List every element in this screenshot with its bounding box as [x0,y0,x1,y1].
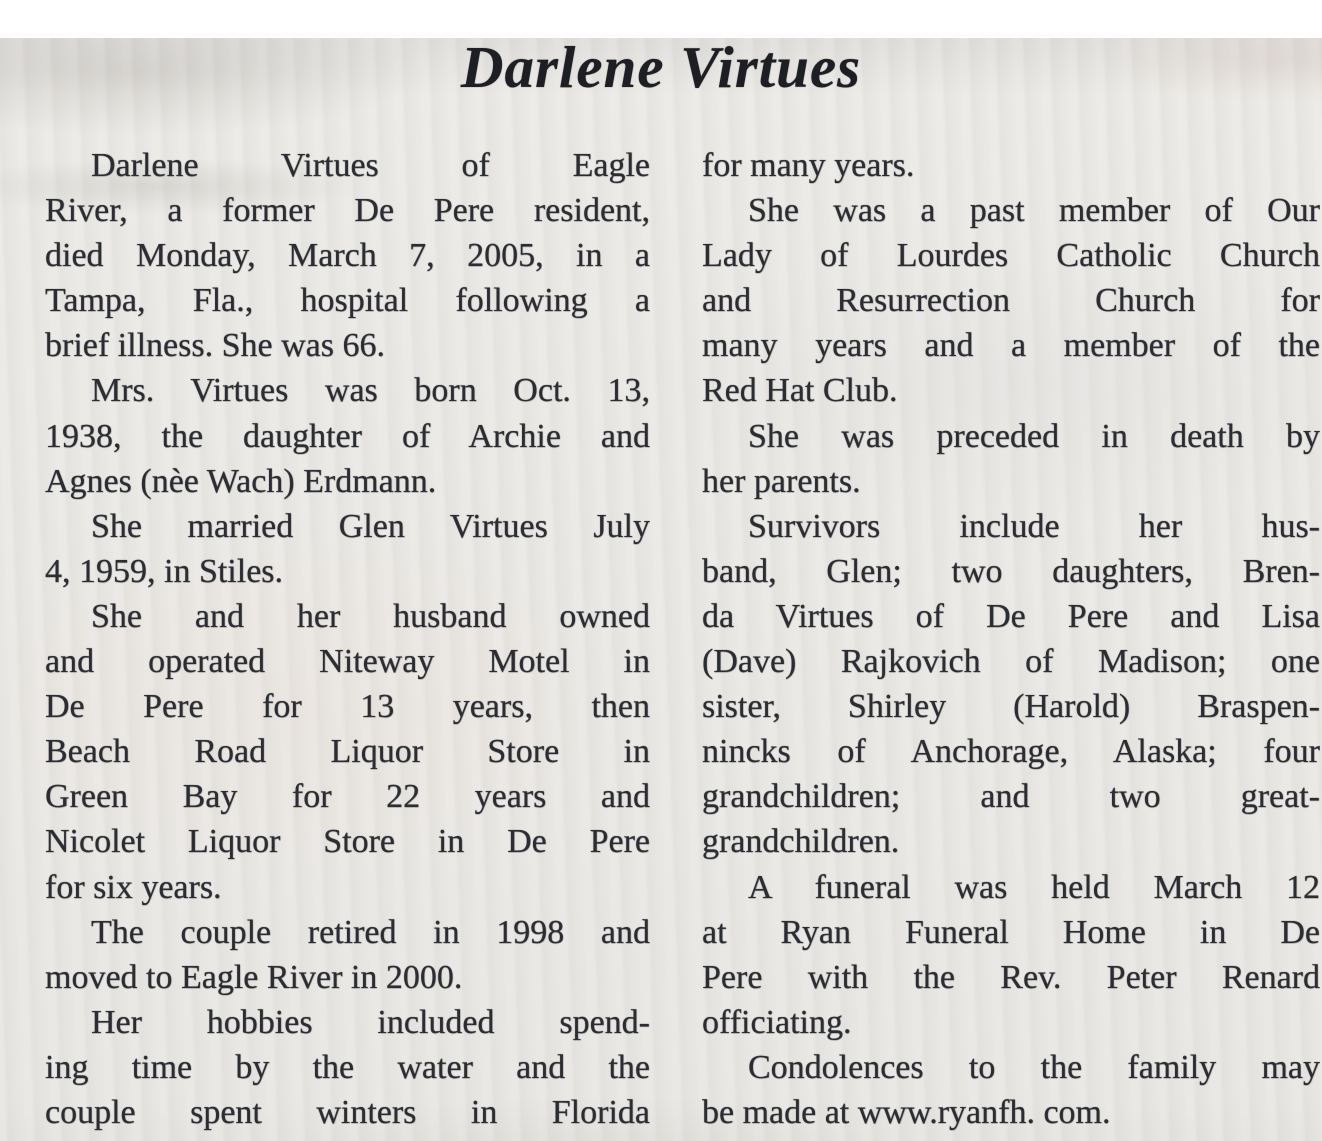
newspaper-clipping [0,34,1322,1141]
text-line: Condolences to the family may [748,1048,1320,1086]
text-line: couple spent winters in Florida [45,1093,650,1131]
paragraph [45,1000,650,1135]
text-line: brief illness. She was 66. [45,327,385,365]
text-line: moved to Eagle River in 2000. [45,958,463,996]
text-line: and Resurrection Church for [702,282,1320,320]
text-line: ing time by the water and the [45,1048,650,1086]
paragraph [45,143,650,368]
text-line: A funeral was held March 12 [748,868,1320,906]
article-column-left [45,143,650,1135]
text-line: River, a former De Pere resident, [45,192,650,230]
text-line: sister, Shirley (Harold) Braspen- [702,688,1320,726]
paragraph [702,504,1320,865]
text-line: She was a past member of Our [748,192,1320,230]
text-line: at Ryan Funeral Home in De [702,913,1320,951]
article-columns [0,143,1322,1135]
paragraph [45,368,650,503]
text-line: Survivors include her hus- [748,507,1320,545]
text-line: Lady of Lourdes Catholic Church [702,237,1320,275]
text-line: 4, 1959, in Stiles. [45,552,284,590]
text-line: for six years. [45,868,222,906]
text-line: (Dave) Rajkovich of Madison; one [702,643,1320,681]
paragraph [45,504,650,594]
text-line: Tampa, Fla., hospital following a [45,282,650,320]
text-line: She married Glen Virtues July [91,507,650,545]
text-line: grandchildren; and two great- [702,778,1320,816]
text-line: many years and a member of the [702,327,1320,365]
text-line: She and her husband owned [91,597,650,635]
text-line: for many years. [702,147,915,184]
text-line: her parents. [702,462,861,500]
paragraph [702,143,1320,188]
page-title: Darlene Virtues [460,34,862,100]
text-line: Agnes (nèe Wach) Erdmann. [45,462,437,500]
text-line: da Virtues of De Pere and Lisa [702,597,1320,635]
text-line: nincks of Anchorage, Alaska; four [702,733,1320,771]
article-column-right [702,143,1320,1135]
text-line: died Monday, March 7, 2005, in a [45,237,650,275]
text-line: officiating. [702,1003,852,1041]
paragraph [702,414,1320,504]
text-line: Beach Road Liquor Store in [45,733,650,771]
text-line: Green Bay for 22 years and [45,778,650,816]
text-line: Darlene Virtues of Eagle [91,147,650,184]
text-line: The couple retired in 1998 and [91,913,650,951]
paragraph [702,865,1320,1045]
text-line: Nicolet Liquor Store in De Pere [45,823,650,861]
paragraph [702,1045,1320,1135]
paragraph [45,594,650,910]
text-line: grandchildren. [702,823,900,861]
text-line: Pere with the Rev. Peter Renard [702,958,1320,996]
text-line: Mrs. Virtues was born Oct. 13, [91,372,650,410]
text-line: 1938, the daughter of Archie and [45,417,650,455]
text-line: She was preceded in death by [748,417,1320,455]
text-line: De Pere for 13 years, then [45,688,650,726]
text-line: Her hobbies included spend- [91,1003,650,1041]
text-line: be made at www.ryanfh. com. [702,1093,1111,1131]
text-line: band, Glen; two daughters, Bren- [702,552,1320,590]
paragraph [702,188,1320,413]
paragraph [45,910,650,1000]
text-line: and operated Niteway Motel in [45,643,650,681]
text-line: Red Hat Club. [702,372,898,410]
